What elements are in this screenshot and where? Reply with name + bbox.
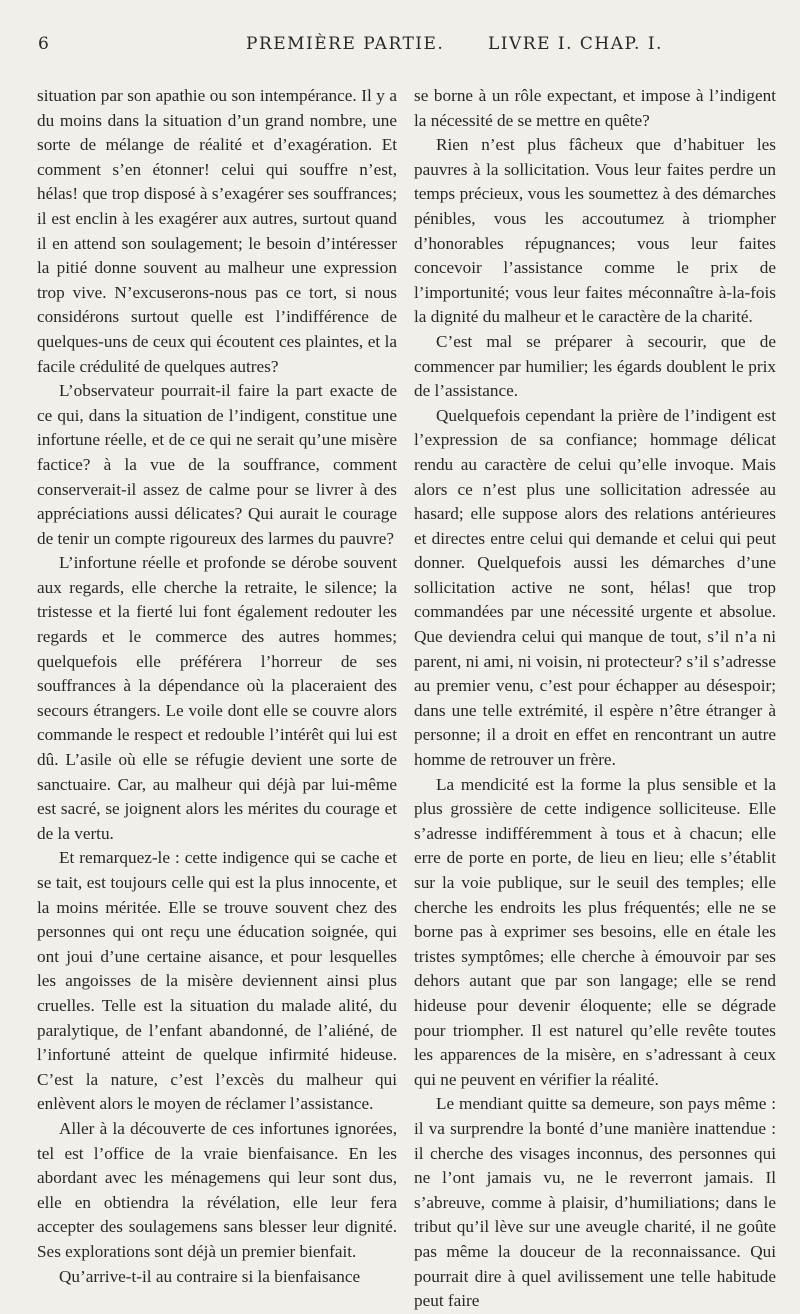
paragraph: C’est mal se préparer à secourir, que de commencer par humilier; les égards doublent le prix de l’assistance.	[414, 331, 776, 401]
paragraph: La mendicité est la forme la plus sensible et la plus grossière de cette indigence solliciteuse. Elle s’adresse indifféremment à tous et à chacun; elle erre de porte en porte, de lieu en lieu; elle s’établit sur la voie publique, sur le seuil des temples; elle cherche les endroits les plus fréquentés; elle ne se borne pas à exprimer ses besoins, elle en étale les tristes symptômes; elle cherche à émouvoir par ses dehors autant que par son langage; elle se rend hideuse pour devenir éloquente; elle se dégrade pour triompher. Il est naturel qu’elle revête toutes les apparences de la misère, en s’adressant à ceux qui ne peuvent en vérifier la réalité.	[414, 774, 776, 1089]
page-number: 6	[38, 34, 50, 54]
right-column	[414, 84, 776, 1314]
paragraph: Rien n’est plus fâcheux que d’habituer les pauvres à la sollicitation. Vous leur faites perdre un temps précieux, vous les soumettez à des démarches pénibles, vous les accoutumez à triompher d’honorables répugnances; vous leur faites concevoir l’assistance comme le prix de l’importunité; vous leur faites méconnaître à-la-fois la dignité du malheur et le caractère de la charité.	[414, 135, 776, 327]
paragraph: Quelquefois cependant la prière de l’indigent est l’expression de sa confiance; hommage délicat rendu au caractère de celui qu’elle invoque. Mais alors ce n’est plus une sollicitation adressée au hasard; elle suppose alors des relations antérieures et directes entre celui qui demande et celui qui peut donner. Quelquefois aussi les démarches d’une sollicitation active ne sont, hélas! que trop commandées par une nécessité urgente et absolue. Que deviendra celui qui manque de tout, s’il n’a ni parent, ni ami, ni voisin, ni protecteur? s’il s’adresse au premier venu, c’est pour échapper au désespoir; dans une telle extrémité, il espère n’être étranger à personne; il a droit en effet en rencontrant un autre homme de retrouver un frère.	[414, 405, 776, 770]
paragraph: L’infortune réelle et profonde se dérobe souvent aux regards, elle cherche la retraite, le silence; la tristesse et la fierté lui font également redouter les regards et le commerce des autres hommes; quelquefois elle préférera l’horreur de ses souffrances à la dépendance où la placeraient des secours étrangers. Le voile dont elle se couvre alors commande le respect et redouble l’intérêt qui lui est dû. L’asile où elle se réfugie devient une sorte de sanctuaire. Car, au malheur qui déjà par lui-même est sacré, se joignent alors les mérites du courage et de la vertu.	[37, 553, 397, 843]
paragraph: L’observateur pourrait-il faire la part exacte de ce qui, dans la situation de l’indigent, constitue une infortune réelle, et de ce qui ne serait qu’une misère factice? à la vue de la souffrance, comment conserverait-il assez de calme pour se livrer à des appréciations aussi délicates? Qui aurait le courage de tenir un compte rigoureux des larmes du pauvre?	[37, 381, 397, 548]
part-title: PREMIÈRE PARTIE.	[246, 34, 445, 54]
paragraph: Le mendiant quitte sa demeure, son pays même : il va surprendre la bonté d’une manière inattendue : il cherche des visages inconnus, des personnes qui ne l’ont jamais vu, ne le reverront jamais. Il s’abreuve, comme à plaisir, d’humiliations; dans le tribut qu’il lève sur une aveugle charité, il ne goûte pas même la douceur de la reconnaissance. Qui pourrait dire à quel avilissement une telle habitude peut faire	[414, 1094, 776, 1311]
left-column	[37, 84, 397, 1289]
paragraph: Et remarquez-le : cette indigence qui se cache et se tait, est toujours celle qui est la plus innocente, et la moins méritée. Elle se trouve souvent chez des personnes qui ont reçu une éducation soignée, qui ont joui d’une certaine aisance, et pour lesquelles les angoisses de la misère deviennent ainsi plus cruelles. Telle est la situation du malade alité, du paralytique, de l’enfant abandonné, de l’aliéné, de l’infortuné atteint de quelque infirmité hideuse. C’est la nature, c’est l’excès du malheur qui enlèvent alors le moyen de réclamer l’assistance.	[37, 848, 397, 1114]
paragraph: Aller à la découverte de ces infortunes ignorées, tel est l’office de la vraie bienfaisance. En les abordant avec les ménagemens qui leur sont dus, elle en obtiendra la révélation, elle leur fera accepter des soulagemens sans blesser leur dignité. Ses explorations sont déjà un premier bienfait.	[37, 1118, 397, 1261]
chapter-title: LIVRE I. CHAP. I.	[488, 34, 663, 54]
paragraph: situation par son apathie ou son intempérance. Il y a du moins dans la situation d’un grand nombre, une sorte de mélange de réalité et d’exagération. Et comment s’en étonner! celui qui souffre n’est, hélas! que trop disposé à s’exagérer ses souffrances; il est enclin à les exagérer aux autres, surtout quand il en attend son soulagement; le besoin d’intéresser la pitié donne souvent au malheur une expression trop vive. N’excuserons-nous pas ce tort, si nous considérons surtout quelle est l’indifférence de quelques-uns de ceux qui écoutent ces plaintes, et la facile crédulité de quelques autres?	[37, 86, 397, 376]
paragraph: se borne à un rôle expectant, et impose à l’indigent la nécessité de se mettre en quête?	[414, 86, 776, 130]
running-head	[38, 34, 776, 58]
paragraph: Qu’arrive-t-il au contraire si la bienfaisance	[59, 1266, 361, 1286]
